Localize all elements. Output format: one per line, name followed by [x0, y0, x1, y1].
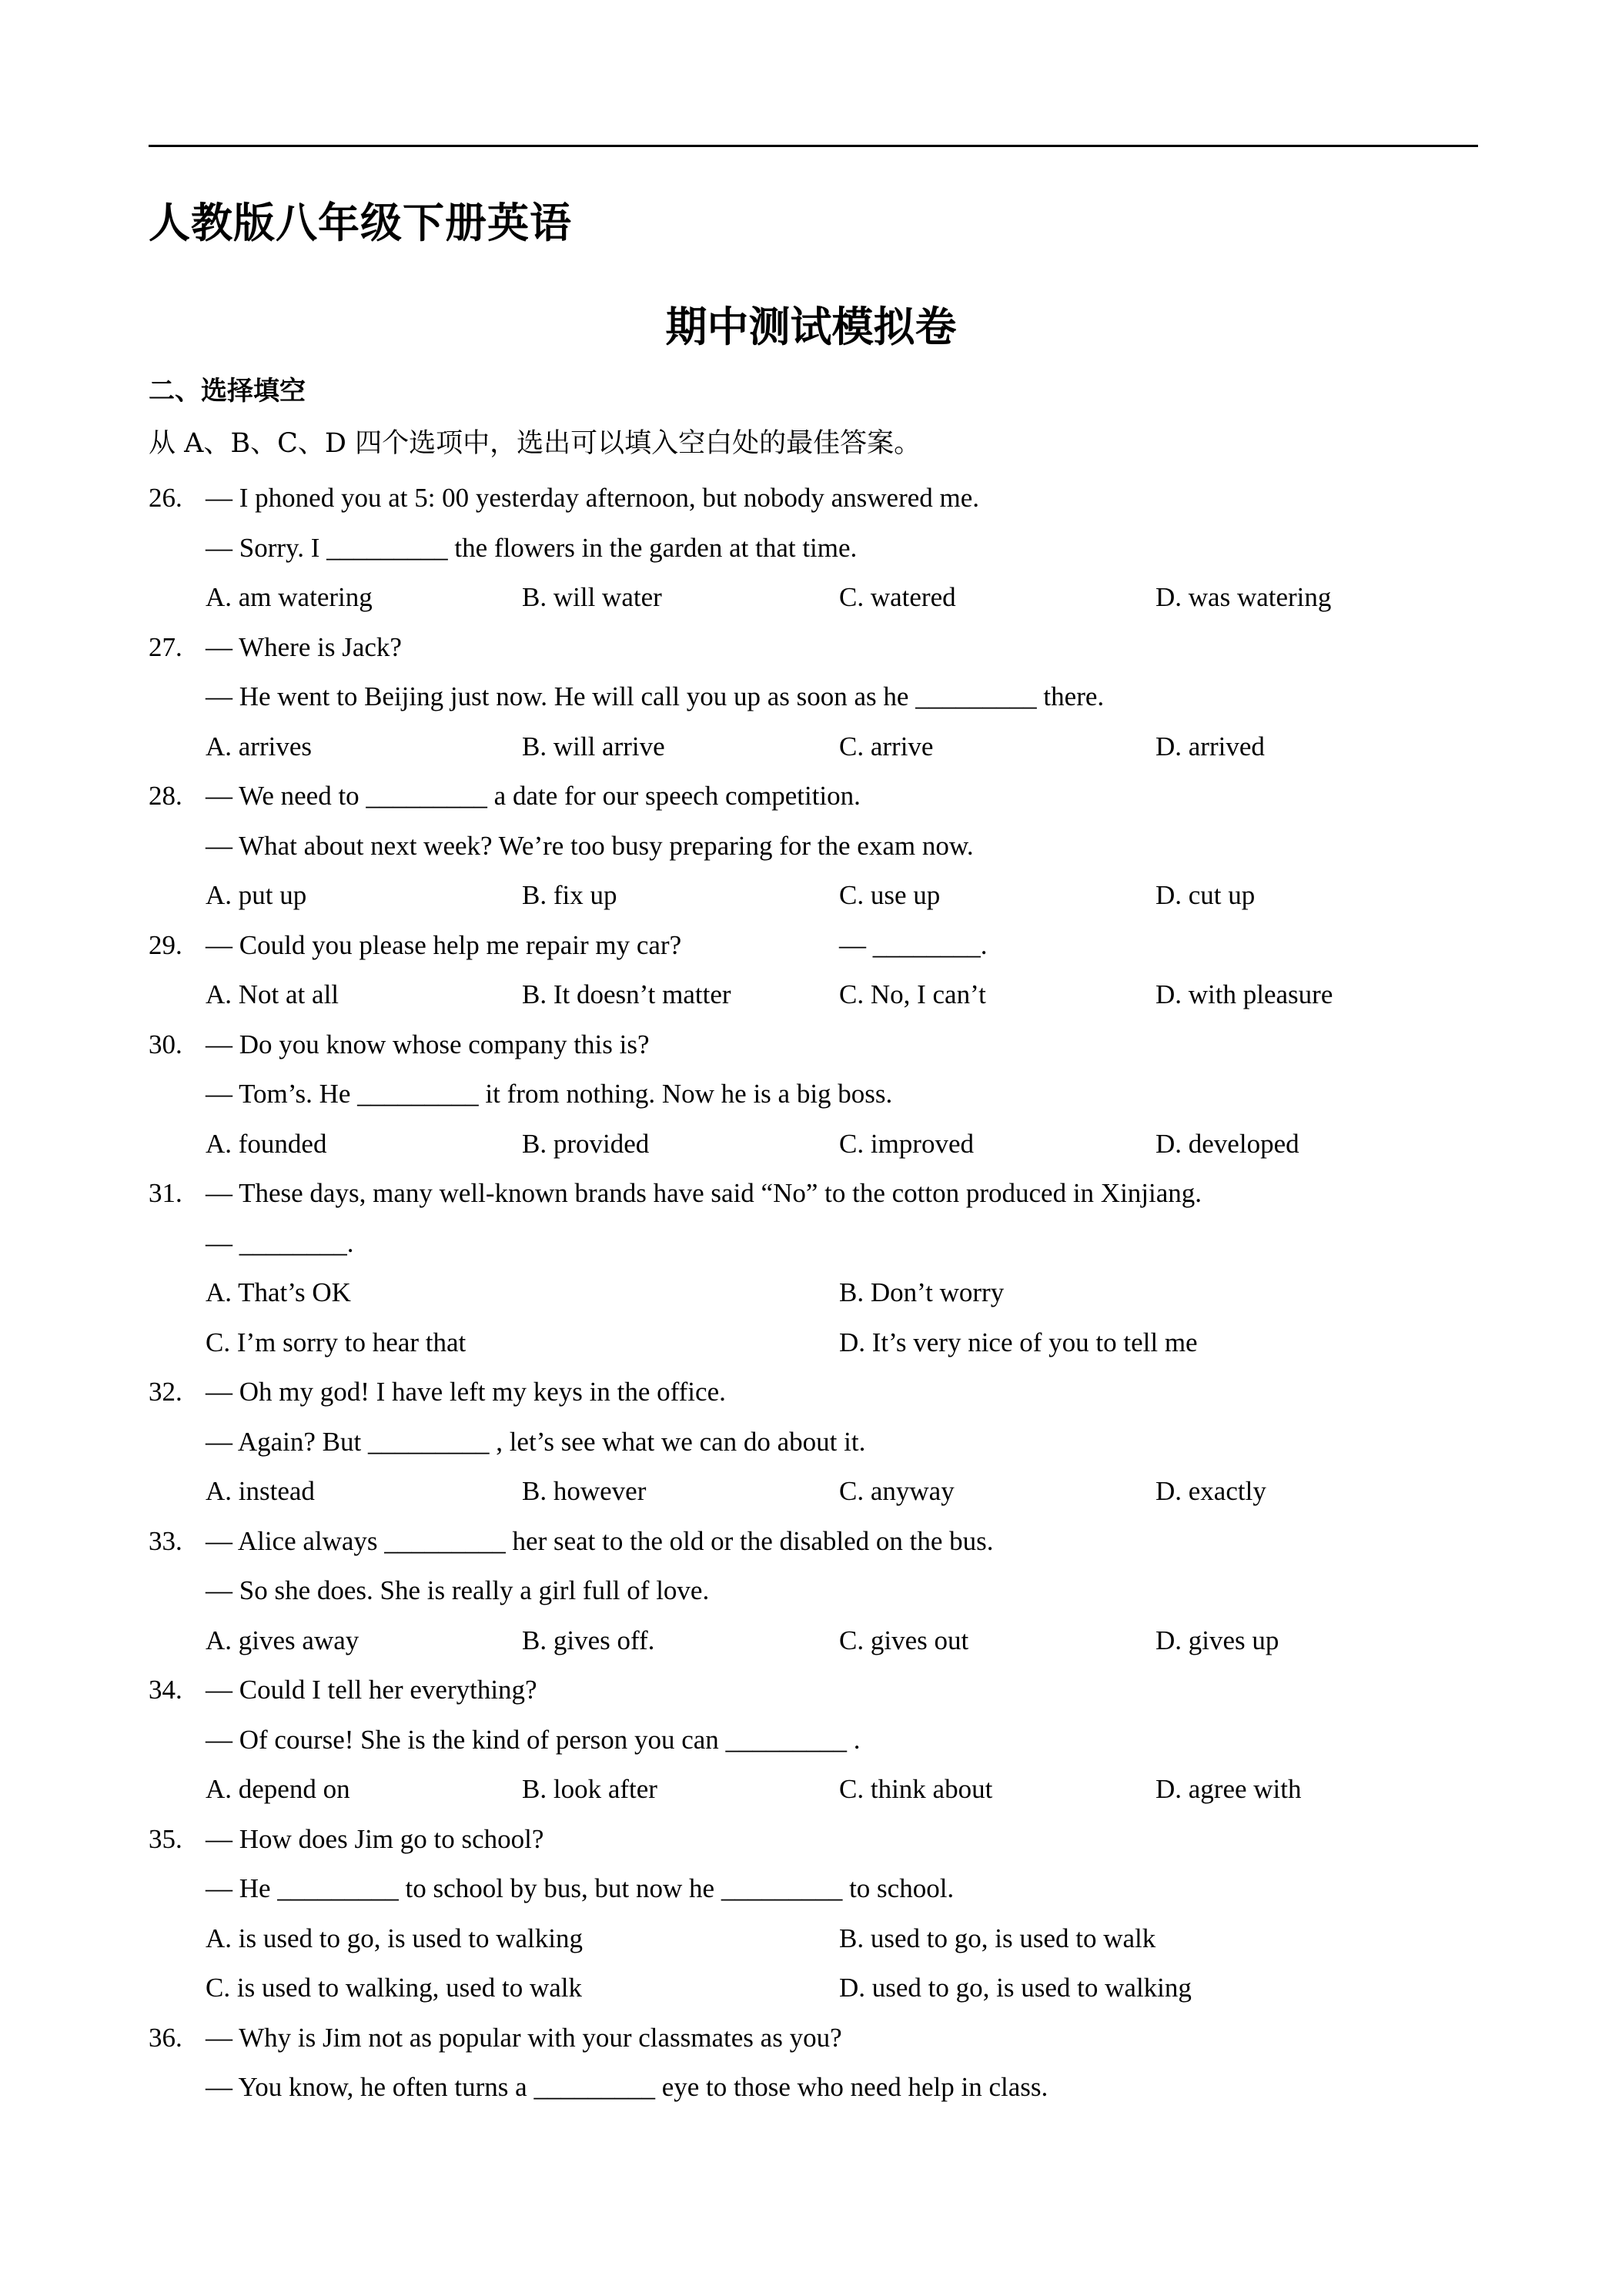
- option-c: C. improved: [839, 1128, 974, 1159]
- option-row: [149, 578, 1480, 628]
- question-33: [149, 1522, 1480, 1572]
- option-c: C. arrive: [839, 731, 934, 761]
- question-number: 35.: [149, 1823, 182, 1854]
- option-b: B. look after: [522, 1774, 657, 1804]
- question-number: 30.: [149, 1029, 182, 1059]
- option-a: A. arrives: [206, 731, 313, 761]
- option-b: B. fix up: [522, 880, 617, 910]
- option-b: B. gives off.: [522, 1625, 655, 1655]
- header-rule: [149, 145, 1478, 147]
- option-b: B. used to go, is used to walk: [839, 1923, 1156, 1953]
- question-number: 36.: [149, 2022, 182, 2053]
- question-line: [149, 827, 1480, 877]
- question-reply: — So she does. She is really a girl full of love.: [206, 1575, 710, 1605]
- option-c: C. watered: [839, 582, 956, 612]
- option-d: D. gives up: [1155, 1625, 1279, 1655]
- option-row: [149, 1125, 1480, 1175]
- question-prompt: — Why is Jim not as popular with your classmates as you?: [206, 2022, 842, 2053]
- option-a: A. is used to go, is used to walking: [206, 1923, 583, 1953]
- question-prompt: — I phoned you at 5: 00 yesterday afternoon, but nobody answered me.: [206, 483, 980, 513]
- option-d: D. It’s very nice of you to tell me: [839, 1327, 1198, 1357]
- option-b: B. will water: [522, 582, 662, 612]
- question-number: 32.: [149, 1377, 182, 1407]
- question-line: [149, 1423, 1480, 1473]
- option-c: C. think about: [839, 1774, 993, 1804]
- option-row: [149, 1770, 1480, 1820]
- question-line: [149, 529, 1480, 579]
- option-a: A. gives away: [206, 1625, 360, 1655]
- option-d: D. agree with: [1155, 1774, 1302, 1804]
- question-number: 27.: [149, 631, 182, 662]
- header-title: 人教版八年级下册英语: [149, 199, 572, 247]
- question-line: [149, 1721, 1480, 1771]
- question-prompt: — These days, many well-known brands have said “No” to the cotton produced in Xinjiang.: [206, 1178, 1202, 1208]
- question-number: 33.: [149, 1525, 182, 1556]
- option-a: A. That’s OK: [206, 1277, 351, 1307]
- question-reply: — ________.: [839, 929, 988, 960]
- question-prompt: — Could you please help me repair my car?: [206, 929, 682, 960]
- option-a: A. put up: [206, 880, 307, 910]
- option-a: A. am watering: [206, 582, 373, 612]
- question-number: 34.: [149, 1675, 182, 1705]
- question-prompt: — Could I tell her everything?: [206, 1675, 537, 1705]
- question-prompt: — Where is Jack?: [206, 631, 402, 662]
- question-prompt: — Do you know whose company this is?: [206, 1029, 650, 1059]
- question-31: [149, 1174, 1480, 1224]
- option-b: B. however: [522, 1476, 647, 1506]
- question-reply: — What about next week? We’re too busy preparing for the exam now.: [206, 830, 974, 861]
- option-d: D. used to go, is used to walking: [839, 1973, 1192, 2003]
- option-b: B. will arrive: [522, 731, 665, 761]
- question-reply: — Of course! She is the kind of person you can _________ .: [206, 1724, 861, 1755]
- option-a: A. instead: [206, 1476, 315, 1506]
- question-prompt: — Oh my god! I have left my keys in the office.: [206, 1377, 726, 1407]
- question-35: [149, 1820, 1480, 1870]
- option-c: C. is used to walking, used to walk: [206, 1973, 582, 2003]
- question-32: [149, 1373, 1480, 1423]
- question-line: [149, 678, 1480, 728]
- option-a: A. depend on: [206, 1774, 350, 1804]
- option-row: [149, 1472, 1480, 1522]
- option-d: D. with pleasure: [1155, 979, 1333, 1009]
- question-number: 28.: [149, 781, 182, 811]
- option-c: C. anyway: [839, 1476, 955, 1506]
- option-b: B. Don’t worry: [839, 1277, 1005, 1307]
- question-line: [149, 1571, 1480, 1622]
- question-27: [149, 628, 1480, 678]
- option-d: D. was watering: [1155, 582, 1332, 612]
- option-row: [149, 1622, 1480, 1672]
- option-c: C. use up: [839, 880, 941, 910]
- question-reply: — Tom’s. He _________ it from nothing. Now he is a big boss.: [206, 1079, 893, 1109]
- question-prompt: — Alice always _________ her seat to the old or the disabled on the bus.: [206, 1525, 994, 1556]
- question-number: 26.: [149, 483, 182, 513]
- option-c: C. No, I can’t: [839, 979, 986, 1009]
- question-reply: — You know, he often turns a _________ eye to those who need help in class.: [206, 2072, 1048, 2102]
- option-row: [149, 1274, 1480, 1324]
- question-30: [149, 1026, 1480, 1076]
- question-line: [149, 1869, 1480, 1919]
- option-row: [149, 876, 1480, 926]
- question-list: [149, 479, 1480, 2118]
- question-34: [149, 1671, 1480, 1721]
- instruction-text: 从 A、B、C、D 四个选项中，选出可以填入空白处的最佳答案。: [149, 428, 921, 459]
- option-b: B. It doesn’t matter: [522, 979, 731, 1009]
- question-line: [149, 1075, 1480, 1125]
- question-number: 31.: [149, 1178, 182, 1208]
- question-line: [149, 1224, 1480, 1274]
- option-row: [149, 976, 1480, 1026]
- option-a: A. Not at all: [206, 979, 339, 1009]
- question-reply: — ________.: [206, 1227, 354, 1258]
- option-row: [149, 1324, 1480, 1374]
- question-26: [149, 479, 1480, 529]
- question-28: [149, 777, 1480, 827]
- option-d: D. exactly: [1155, 1476, 1266, 1506]
- option-row: [149, 1919, 1480, 1970]
- question-line: [149, 2068, 1480, 2118]
- option-d: D. developed: [1155, 1128, 1299, 1159]
- question-reply: — He _________ to school by bus, but now he _________ to school.: [206, 1873, 955, 1903]
- question-number: 29.: [149, 929, 182, 960]
- question-reply: — Again? But _________ , let’s see what we can do about it.: [206, 1426, 866, 1457]
- question-prompt: — How does Jim go to school?: [206, 1823, 544, 1854]
- page-title: 期中测试模拟卷: [665, 303, 957, 351]
- option-row: [149, 1969, 1480, 2019]
- option-d: D. cut up: [1155, 880, 1256, 910]
- option-d: D. arrived: [1155, 731, 1265, 761]
- option-a: A. founded: [206, 1128, 327, 1159]
- question-reply: — Sorry. I _________ the flowers in the garden at that time.: [206, 532, 858, 563]
- question-reply: — He went to Beijing just now. He will call you up as soon as he _________ there.: [206, 681, 1105, 711]
- option-c: C. I’m sorry to hear that: [206, 1327, 467, 1357]
- section-heading: 二、选择填空: [149, 376, 306, 407]
- question-36: [149, 2019, 1480, 2069]
- option-c: C. gives out: [839, 1625, 969, 1655]
- question-prompt: — We need to _________ a date for our speech competition.: [206, 781, 861, 811]
- question-29: [149, 926, 1480, 976]
- option-b: B. provided: [522, 1128, 650, 1159]
- option-row: [149, 728, 1480, 778]
